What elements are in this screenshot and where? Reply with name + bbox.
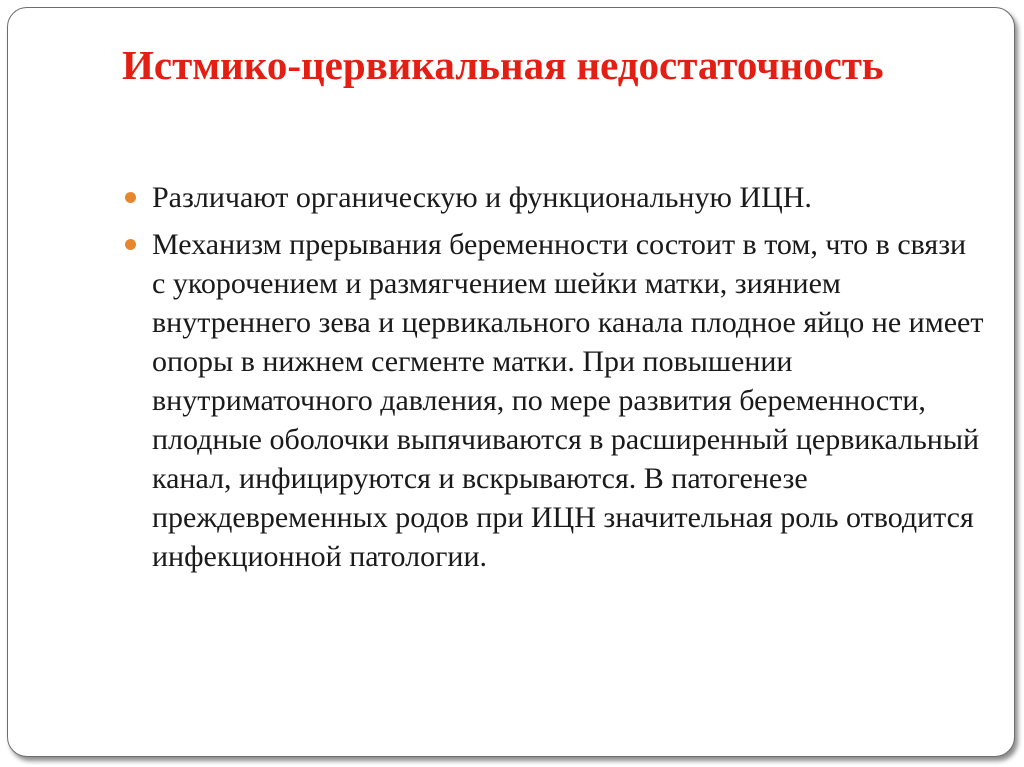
slide-frame [7,7,1015,757]
bullet-list [125,178,985,584]
bullet-text: Механизм прерывания беременности состоит в том, что в связи с укорочением и размягчением шейки матки, зиянием внутреннего зева и цервикального канала плодное яйцо не имеет опоры в нижнем сегменте матки. При повышении внутриматочного давления, по мере развития беременности, плодные оболочки выпячиваются в расширенный цервикальный канал, инфицируются и вскрываются. В патогенезе преждевременных родов при ИЦН значительная роль отводится инфекционной патологии. [152,228,984,573]
bullet-dot-icon [125,192,136,203]
slide-title: Истмико-цервикальная недостаточность [122,42,884,88]
bullet-item [125,178,985,217]
bullet-text: Различают органическую и функциональную ИЦН. [152,181,812,214]
bullet-dot-icon [125,239,136,250]
bullet-item [125,225,985,576]
